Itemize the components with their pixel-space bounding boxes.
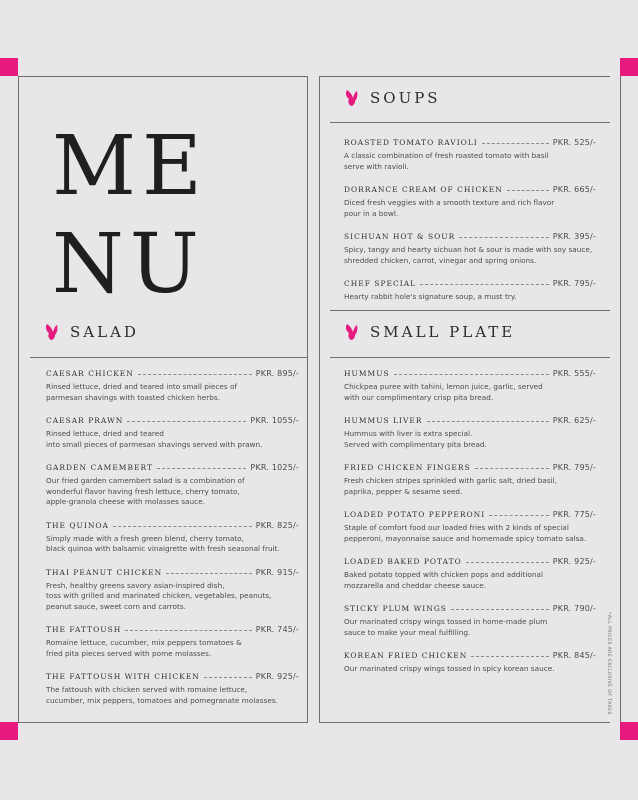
dot-leader xyxy=(204,677,252,678)
bunny-icon xyxy=(344,323,360,341)
dot-leader xyxy=(394,374,549,375)
item-description: Hearty rabbit hole's signature soup, a must try. xyxy=(344,292,517,301)
menu-item xyxy=(46,521,299,555)
top-rule-right xyxy=(319,76,610,77)
item-price: PKR. 925/- xyxy=(552,557,596,566)
dot-leader xyxy=(471,656,548,657)
dot-leader xyxy=(475,468,549,469)
item-price: PKR. 665/- xyxy=(552,185,596,194)
column-left-edge xyxy=(307,76,308,722)
item-price: PKR. 775/- xyxy=(552,510,596,519)
menu-item xyxy=(46,625,299,659)
item-name: HUMMUS LIVER xyxy=(344,416,423,425)
tax-note: *ALL PRICES ARE EXCLUSIVE OF TAXES xyxy=(606,612,611,715)
dot-leader xyxy=(482,143,549,144)
item-name: CAESAR CHICKEN xyxy=(46,369,134,378)
item-name: ROASTED TOMATO RAVIOLI xyxy=(344,138,478,147)
small-plate-title: SMALL PLATE xyxy=(370,323,516,341)
menu-item xyxy=(344,463,596,497)
frame-right xyxy=(620,76,621,722)
item-price: PKR. 625/- xyxy=(552,416,596,425)
item-price: PKR. 395/- xyxy=(552,232,596,241)
menu-item xyxy=(344,604,596,638)
item-price: PKR. 745/- xyxy=(255,625,299,634)
item-price: PKR. 1025/- xyxy=(250,463,299,472)
column-right-edge xyxy=(319,76,320,722)
small-plate-rule xyxy=(330,357,610,358)
item-name: DORRANCE CREAM OF CHICKEN xyxy=(344,185,503,194)
item-description: Rinsed lettuce, dried and teared into small pieces of parmesan shavings served with prawn. xyxy=(46,429,263,449)
item-description: Our marinated crispy wings tossed in home-made plum sauce to make your meal fulfilling. xyxy=(344,617,548,637)
menu-item xyxy=(344,557,596,591)
salad-header xyxy=(44,323,139,341)
item-price: PKR. 790/- xyxy=(552,604,596,613)
item-price: PKR. 825/- xyxy=(255,520,299,530)
corner-mark-bottom-right xyxy=(620,722,638,740)
item-price: PKR. 915/- xyxy=(255,567,299,577)
item-price: PKR. 795/- xyxy=(552,279,596,288)
item-name: GARDEN CAMEMBERT xyxy=(46,463,153,472)
item-name: HUMMUS xyxy=(344,369,390,378)
item-name: CHEF SPECIAL xyxy=(344,279,417,288)
menu-item xyxy=(344,232,596,266)
dot-leader xyxy=(427,421,549,422)
item-description: Baked potato topped with chicken pops and additional mozzarella and cheddar cheese sauce. xyxy=(344,570,543,590)
item-price: PKR. 845/- xyxy=(552,651,596,660)
item-price: PKR. 555/- xyxy=(552,369,596,378)
item-description: The fattoush with chicken served with romaine lettuce, cucumber, mix peppers, tomatoes and pomegranate molasses. xyxy=(46,685,278,705)
item-name: THAI PEANUT CHICKEN xyxy=(46,567,163,577)
salad-title: SALAD xyxy=(70,323,139,341)
item-price: PKR. 525/- xyxy=(552,138,596,147)
item-name: STICKY PLUM WINGS xyxy=(344,604,447,613)
item-price: PKR. 1055/- xyxy=(250,416,299,425)
item-description: Staple of comfort food our loaded fries with 2 kinds of special pepperoni, mayonnaise sauce and homemade spicy tomato salsa. xyxy=(344,523,587,543)
dot-leader xyxy=(507,190,549,191)
item-description: Fresh, healthy greens savory asian-inspired dish, toss with grilled and marinated chicken, vegetables, peanuts, peanut sauce, sweet corn and carrots. xyxy=(46,580,272,611)
item-description: Romaine lettuce, cucumber, mix peppers tomatoes & fried pita pieces served with pome molasses. xyxy=(46,638,242,658)
dot-leader xyxy=(157,468,246,469)
item-description: Our fried garden camembert salad is a combination of wonderful flavor having fresh lettuce, cherry tomato, apple-granola cheese with molasses sauce. xyxy=(46,476,245,506)
corner-mark-top-left xyxy=(0,58,18,76)
menu-item xyxy=(344,651,596,675)
item-description: Diced fresh veggies with a smooth texture and rich flavor pour in a bowl. xyxy=(344,198,555,218)
dot-leader xyxy=(451,609,549,610)
item-description: Rinsed lettuce, dried and teared into small pieces of parmesan shavings with toasted chicken herbs. xyxy=(46,382,238,402)
item-name: KOREAN FRIED CHICKEN xyxy=(344,651,468,660)
dot-leader xyxy=(166,573,252,574)
corner-mark-bottom-left xyxy=(0,722,18,740)
menu-item xyxy=(46,369,299,403)
menu-item xyxy=(344,185,596,219)
menu-item xyxy=(344,416,596,450)
bunny-icon xyxy=(44,323,60,341)
item-name: FRIED CHICKEN FINGERS xyxy=(344,463,471,472)
dot-leader xyxy=(125,630,251,631)
menu-item xyxy=(46,463,299,508)
top-rule-left xyxy=(18,76,308,77)
soups-rule-top xyxy=(330,122,610,123)
menu-item xyxy=(344,510,596,544)
small-plate-list xyxy=(344,369,596,688)
item-description: Hummus with liver is extra special. Served with complimentary pita bread. xyxy=(344,429,487,449)
menu-item xyxy=(46,568,299,613)
item-description: Spicy, tangy and hearty sichuan hot & sour is made with soy sauce, shredded chicken, carrot, vinegar and spring onions. xyxy=(344,245,593,265)
item-price: PKR. 895/- xyxy=(255,369,299,378)
item-name: SICHUAN HOT & SOUR xyxy=(344,232,456,241)
item-description: Fresh chicken stripes sprinkled with garlic salt, dried basil, paprika, pepper & sesame seed. xyxy=(344,476,557,496)
item-description: Chickpea puree with tahini, lemon juice, garlic, served with our complimentary crisp pita bread. xyxy=(344,382,543,402)
item-name: THE FATTOUSH xyxy=(46,625,122,634)
menu-title-line2: NU xyxy=(52,217,205,312)
item-price: PKR. 925/- xyxy=(255,672,299,681)
soups-list xyxy=(344,138,596,316)
salad-rule xyxy=(30,357,307,358)
dot-leader xyxy=(459,237,548,238)
soups-header xyxy=(344,89,441,107)
salad-list xyxy=(46,369,299,719)
item-price: PKR. 795/- xyxy=(552,463,596,472)
item-description: A classic combination of fresh roasted tomato with basil serve with ravioli. xyxy=(344,151,549,171)
menu-item xyxy=(46,672,299,706)
item-name: LOADED BAKED POTATO xyxy=(344,557,462,566)
small-plate-header xyxy=(344,323,515,341)
item-description: Our marinated crispy wings tossed in spicy korean sauce. xyxy=(344,664,555,673)
item-name: THE FATTOUSH WITH CHICKEN xyxy=(46,672,200,681)
menu-item xyxy=(46,416,299,450)
menu-title xyxy=(52,118,208,314)
menu-item xyxy=(344,279,596,303)
menu-item xyxy=(344,138,596,172)
item-name: CAESAR PRAWN xyxy=(46,416,124,425)
bottom-rule-left xyxy=(18,722,308,723)
menu-item xyxy=(344,369,596,403)
dot-leader xyxy=(138,374,252,375)
soups-title: SOUPS xyxy=(370,89,441,107)
dot-leader xyxy=(127,421,246,422)
menu-title-line1: ME xyxy=(52,119,208,214)
frame-left xyxy=(18,76,19,722)
dot-leader xyxy=(489,515,549,516)
bunny-icon xyxy=(344,89,360,107)
corner-mark-top-right xyxy=(620,58,638,76)
dot-leader xyxy=(113,526,252,527)
bottom-rule-right xyxy=(319,722,610,723)
item-name: THE QUINOA xyxy=(46,520,109,530)
dot-leader xyxy=(420,284,549,285)
item-name: LOADED POTATO PEPPERONI xyxy=(344,510,486,519)
dot-leader xyxy=(466,562,549,563)
item-description: Simply made with a fresh green blend, cherry tomato, black quinoa with balsamic vinaigrette with fresh seasonal fruit. xyxy=(46,533,280,553)
